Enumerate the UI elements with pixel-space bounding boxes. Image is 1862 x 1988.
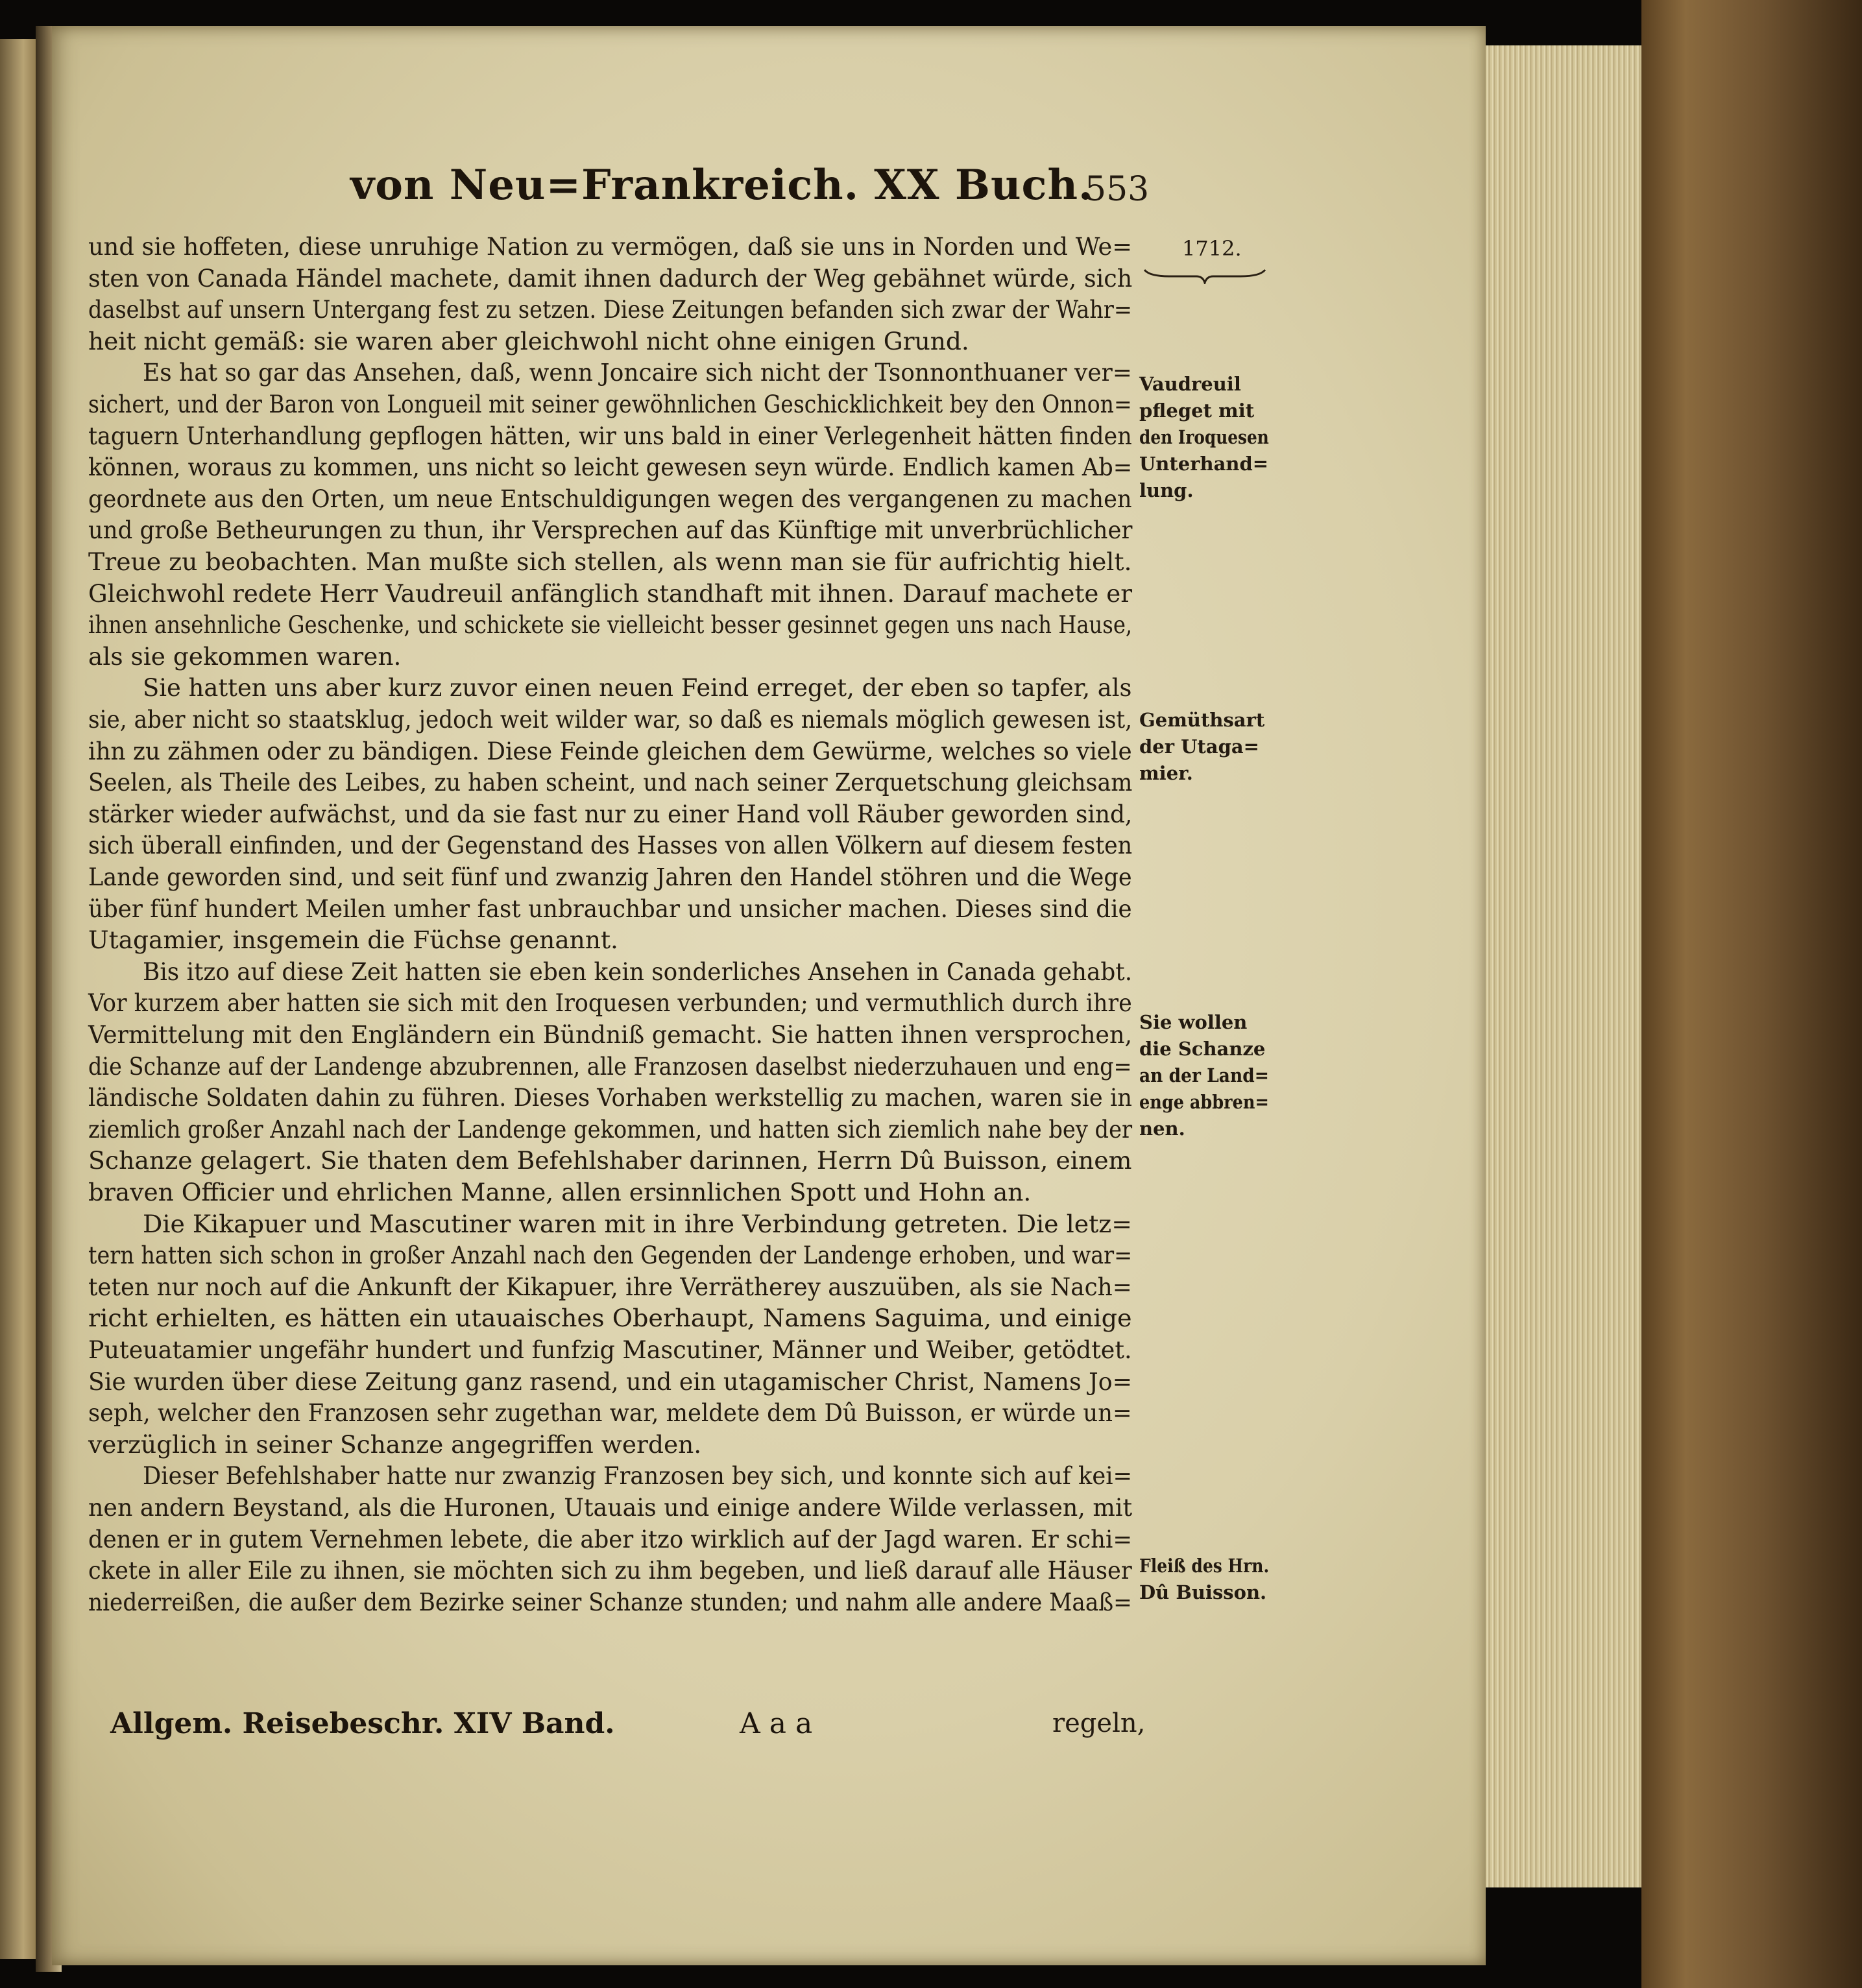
body-line: sie, aber nicht so staatsklug, jedoch weit wilder war, so daß es niemals möglich gewesen ist, <box>88 705 1133 734</box>
margin-note-line: Fleiß des Hrn. <box>1139 1555 1270 1577</box>
body-line: Sie hatten uns aber kurz zuvor einen neuen Feind erreget, der eben so tapfer, als <box>143 673 1132 702</box>
body-line: verzüglich in seiner Schanze angegriffen werden. <box>88 1430 702 1459</box>
body-line: daselbst auf unsern Untergang fest zu setzen. Diese Zeitungen befanden sich zwar der Wahr= <box>88 295 1132 324</box>
signature-title: Allgem. Reisebeschr. XIV Band. <box>110 1707 615 1740</box>
body-line: die Schanze auf der Landenge abzubrennen, alle Franzosen daselbst niederzuhauen und eng= <box>88 1051 1132 1081</box>
body-line: richt erhielten, es hätten ein utauaisches Oberhaupt, Namens Saguima, und einige <box>88 1304 1132 1333</box>
margin-note-line: mier. <box>1139 762 1193 784</box>
catchword: regeln, <box>1052 1708 1146 1738</box>
body-line: sichert, und der Baron von Longueil mit seiner gewöhnlichen Geschicklichkeit bey den Onnon= <box>88 390 1132 418</box>
body-line: braven Officier und ehrlichen Manne, allen ersinnlichen Spott und Hohn an. <box>88 1178 1032 1206</box>
body-line: ihnen ansehnliche Geschenke, und schickete sie vielleicht besser gesinnet gegen uns nach Hause, <box>88 610 1133 640</box>
running-head: von Neu=Frankreich. XX Buch. <box>350 161 1094 210</box>
body-line: als sie gekommen waren. <box>88 641 402 671</box>
body-line: sten von Canada Händel machete, damit ihnen dadurch der Weg gebähnet würde, sich <box>88 263 1133 293</box>
body-line: seph, welcher den Franzosen sehr zugethan war, meldete dem Dû Buisson, er würde un= <box>88 1398 1132 1428</box>
previous-page-edge <box>0 39 39 1959</box>
margin-note-line: Vaudreuil <box>1139 373 1241 395</box>
page-number: 553 <box>1085 170 1150 209</box>
body-line: denen er in gutem Vernehmen lebete, die aber itzo wirklich auf der Jagd waren. Er schi= <box>88 1524 1133 1553</box>
body-line: Vermittelung mit den Engländern ein Bündniß gemacht. Sie hatten ihnen versprochen, <box>88 1020 1133 1049</box>
body-line: heit nicht gemäß: sie waren aber gleichwohl nicht ohne einigen Grund. <box>88 326 969 355</box>
body-line: niederreißen, die außer dem Bezirke seiner Schanze stunden; und nahm alle andere Maaß= <box>88 1587 1132 1616</box>
body-line: Dieser Befehlshaber hatte nur zwanzig Franzosen bey sich, und konnte sich auf kei= <box>143 1461 1133 1491</box>
margin-note-line: der Utaga= <box>1139 736 1259 758</box>
margin-note-line: Dû Buisson. <box>1139 1581 1267 1603</box>
body-line: Utagamier, insgemein die Füchse genannt. <box>88 926 618 955</box>
margin-note-line: Unterhand= <box>1139 453 1269 475</box>
body-line: über fünf hundert Meilen umher fast unbrauchbar und unsicher machen. Dieses sind die <box>88 894 1132 923</box>
margin-note-line: den Iroquesen <box>1139 426 1269 448</box>
body-line: ländische Soldaten dahin zu führen. Dieses Vorhaben werkstellig zu machen, waren sie in <box>88 1083 1132 1112</box>
body-line: Lande geworden sind, und seit fünf und zwanzig Jahren den Handel stöhren und die Wege <box>88 863 1132 891</box>
body-line: nen andern Beystand, als die Huronen, Utauais und einige andere Wilde verlassen, mit <box>88 1493 1133 1522</box>
body-line: ckete in aller Eile zu ihnen, sie möchten sich zu ihm begeben, und ließ darauf alle Häuser <box>88 1556 1132 1585</box>
body-line: Es hat so gar das Ansehen, daß, wenn Joncaire sich nicht der Tsonnonthuaner ver= <box>143 358 1132 387</box>
margin-note-line: nen. <box>1139 1118 1185 1140</box>
margin-note-line: die Schanze <box>1139 1038 1266 1060</box>
body-line: Schanze gelagert. Sie thaten dem Befehlshaber darinnen, Herrn Dû Buisson, einem <box>88 1146 1132 1175</box>
body-line: Treue zu beobachten. Man mußte sich stellen, als wenn man sie für aufrichtig hielt. <box>88 547 1132 576</box>
body-line: stärker wieder aufwächst, und da sie fast nur zu einer Hand voll Räuber geworden sind, <box>88 799 1133 828</box>
body-line: Sie wurden über diese Zeitung ganz rasend, und ein utagamischer Christ, Namens Jo= <box>88 1367 1133 1396</box>
body-line: Gleichwohl redete Herr Vaudreuil anfänglich standhaft mit ihnen. Darauf machete er <box>88 579 1132 608</box>
page-edges <box>1486 45 1648 1887</box>
body-line: ziemlich großer Anzahl nach der Landenge gekommen, und hatten sich ziemlich nahe bey der <box>88 1114 1133 1144</box>
margin-note-line: Gemüthsart <box>1139 709 1265 731</box>
year-marginal: 1712. <box>1182 236 1242 261</box>
margin-note-line: Sie wollen <box>1139 1011 1248 1033</box>
body-line: Vor kurzem aber hatten sie sich mit den Iroquesen verbunden; und vermuthlich durch ihre <box>88 988 1132 1018</box>
brace-icon <box>1143 267 1266 284</box>
body-line: tern hatten sich schon in großer Anzahl nach den Gegenden der Landenge erhoben, und war= <box>88 1241 1133 1270</box>
margin-note-line: an der Land= <box>1139 1064 1269 1086</box>
margin-note-line: lung. <box>1139 479 1194 501</box>
body-line: Bis itzo auf diese Zeit hatten sie eben kein sonderliches Ansehen in Canada gehabt. <box>143 957 1133 986</box>
body-line: sich überall einfinden, und der Gegenstand des Hasses von allen Völkern auf diesem festen <box>88 831 1133 860</box>
margin-note-line: enge abbren= <box>1139 1091 1269 1113</box>
body-line: geordnete aus den Orten, um neue Entschuldigungen wegen des vergangenen zu machen <box>88 484 1132 513</box>
body-line: und sie hoffeten, diese unruhige Nation zu vermögen, daß sie uns in Norden und We= <box>88 232 1133 261</box>
body-line: Die Kikapuer und Mascutiner waren mit in ihre Verbindung getreten. Die letz= <box>143 1209 1132 1238</box>
body-line: taguern Unterhandlung gepflogen hätten, wir uns bald in einer Verlegenheit hätten finden <box>88 421 1132 450</box>
body-line: und große Betheurungen zu thun, ihr Versprechen auf das Künftige mit unverbrüchlicher <box>88 516 1133 545</box>
body-line: Puteuatamier ungefähr hundert und funfzig Mascutiner, Männer und Weiber, getödtet. <box>88 1335 1132 1364</box>
signature-mark: A a a <box>740 1707 813 1740</box>
body-line: Seelen, als Theile des Leibes, zu haben scheint, und nach seiner Zerquetschung gleichsam <box>88 768 1133 797</box>
book-cover <box>1641 0 1862 1988</box>
body-line: können, woraus zu kommen, uns nicht so leicht gewesen seyn würde. Endlich kamen Ab= <box>88 453 1133 482</box>
body-line: ihn zu zähmen oder zu bändigen. Diese Feinde gleichen dem Gewürme, welches so viele <box>88 736 1132 765</box>
margin-note-line: pfleget mit <box>1139 400 1255 422</box>
body-line: teten nur noch auf die Ankunft der Kikapuer, ihre Verrätherey auszuüben, als sie Nach= <box>88 1272 1132 1301</box>
